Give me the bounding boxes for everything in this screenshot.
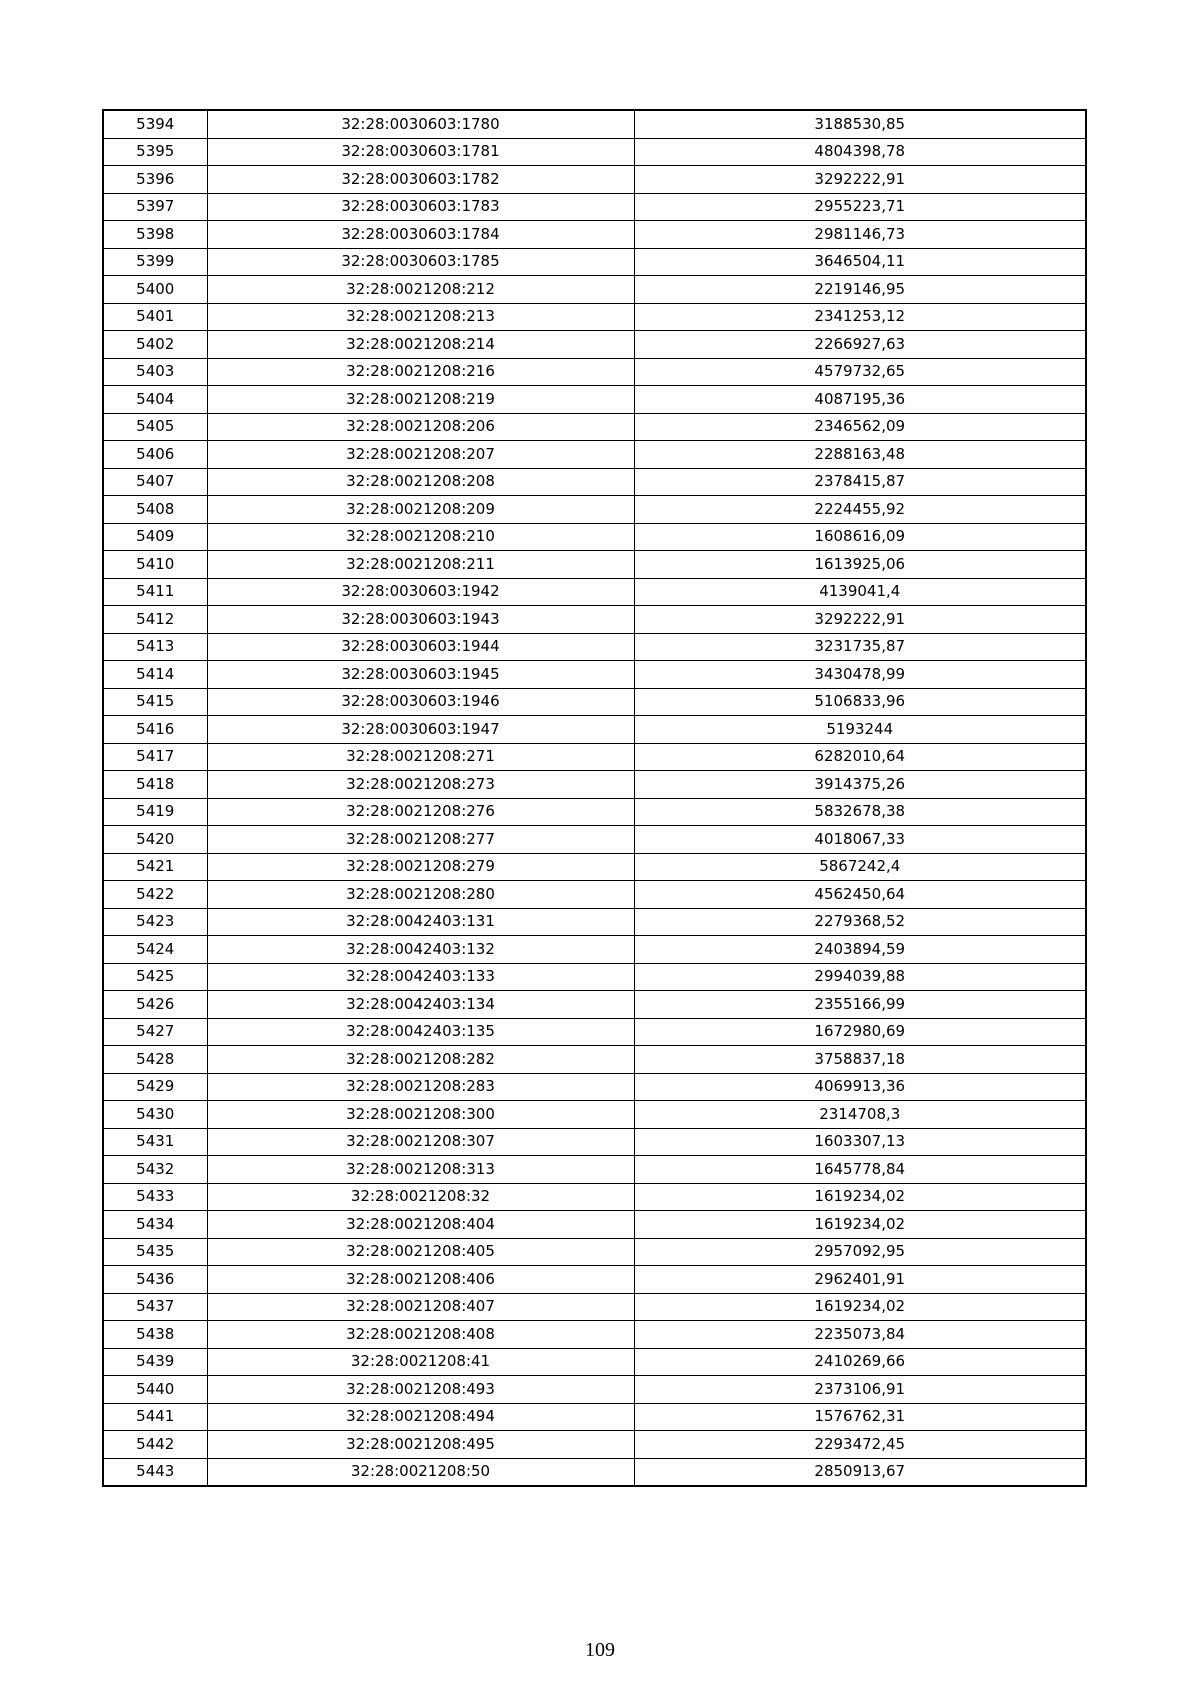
cadastral-number-cell: 32:28:0021208:307 xyxy=(207,1128,634,1156)
table-row xyxy=(103,386,1086,414)
cadastral-number-cell: 32:28:0021208:407 xyxy=(207,1293,634,1321)
cadastral-value-cell: 2994039,88 xyxy=(634,963,1086,991)
row-number-cell: 5408 xyxy=(103,496,207,524)
cadastral-value-cell: 2266927,63 xyxy=(634,331,1086,359)
cadastral-value-cell: 2403894,59 xyxy=(634,936,1086,964)
cadastral-number-cell: 32:28:0042403:135 xyxy=(207,1018,634,1046)
row-number-cell: 5441 xyxy=(103,1403,207,1431)
table-row xyxy=(103,578,1086,606)
row-number-cell: 5412 xyxy=(103,606,207,634)
table-row xyxy=(103,303,1086,331)
cadastral-value-cell: 4804398,78 xyxy=(634,138,1086,166)
page-number: 109 xyxy=(585,1639,615,1661)
cadastral-value-cell: 1645778,84 xyxy=(634,1156,1086,1184)
table-row xyxy=(103,1293,1086,1321)
row-number-cell: 5394 xyxy=(103,110,207,138)
cadastral-value-cell: 2373106,91 xyxy=(634,1376,1086,1404)
row-number-cell: 5410 xyxy=(103,551,207,579)
cadastral-value-cell: 4069913,36 xyxy=(634,1073,1086,1101)
cadastral-value-cell: 2288163,48 xyxy=(634,441,1086,469)
cadastral-number-cell: 32:28:0042403:133 xyxy=(207,963,634,991)
table-row xyxy=(103,193,1086,221)
row-number-cell: 5402 xyxy=(103,331,207,359)
table-row xyxy=(103,1128,1086,1156)
table-row xyxy=(103,331,1086,359)
row-number-cell: 5401 xyxy=(103,303,207,331)
row-number-cell: 5435 xyxy=(103,1238,207,1266)
row-number-cell: 5440 xyxy=(103,1376,207,1404)
row-number-cell: 5404 xyxy=(103,386,207,414)
row-number-cell: 5421 xyxy=(103,853,207,881)
cadastral-value-cell: 5867242,4 xyxy=(634,853,1086,881)
row-number-cell: 5417 xyxy=(103,743,207,771)
cadastral-value-cell: 2378415,87 xyxy=(634,468,1086,496)
cadastral-value-cell: 2355166,99 xyxy=(634,991,1086,1019)
table-row xyxy=(103,358,1086,386)
cadastral-value-cell: 2293472,45 xyxy=(634,1431,1086,1459)
cadastral-value-cell: 2314708,3 xyxy=(634,1101,1086,1129)
cadastral-value-cell: 1608616,09 xyxy=(634,523,1086,551)
table-row xyxy=(103,413,1086,441)
table-row xyxy=(103,688,1086,716)
cadastral-number-cell: 32:28:0021208:404 xyxy=(207,1211,634,1239)
table-row xyxy=(103,1431,1086,1459)
row-number-cell: 5433 xyxy=(103,1183,207,1211)
row-number-cell: 5396 xyxy=(103,166,207,194)
row-number-cell: 5413 xyxy=(103,633,207,661)
cadastral-number-cell: 32:28:0030603:1781 xyxy=(207,138,634,166)
cadastral-number-cell: 32:28:0030603:1942 xyxy=(207,578,634,606)
cadastral-number-cell: 32:28:0030603:1947 xyxy=(207,716,634,744)
row-number-cell: 5400 xyxy=(103,276,207,304)
table-row xyxy=(103,963,1086,991)
cadastral-number-cell: 32:28:0021208:279 xyxy=(207,853,634,881)
cadastral-number-cell: 32:28:0042403:134 xyxy=(207,991,634,1019)
cadastral-number-cell: 32:28:0042403:132 xyxy=(207,936,634,964)
cadastral-number-cell: 32:28:0021208:408 xyxy=(207,1321,634,1349)
cadastral-number-cell: 32:28:0030603:1783 xyxy=(207,193,634,221)
cadastral-number-cell: 32:28:0021208:283 xyxy=(207,1073,634,1101)
row-number-cell: 5409 xyxy=(103,523,207,551)
table-row xyxy=(103,1018,1086,1046)
cadastral-number-cell: 32:28:0021208:41 xyxy=(207,1348,634,1376)
cadastral-number-cell: 32:28:0021208:50 xyxy=(207,1458,634,1486)
table-row xyxy=(103,1458,1086,1486)
row-number-cell: 5422 xyxy=(103,881,207,909)
cadastral-number-cell: 32:28:0021208:406 xyxy=(207,1266,634,1294)
cadastral-value-cell: 5832678,38 xyxy=(634,798,1086,826)
table-row xyxy=(103,1046,1086,1074)
row-number-cell: 5442 xyxy=(103,1431,207,1459)
table-row xyxy=(103,1266,1086,1294)
cadastral-value-cell: 4139041,4 xyxy=(634,578,1086,606)
table-row xyxy=(103,441,1086,469)
cadastral-number-cell: 32:28:0021208:495 xyxy=(207,1431,634,1459)
cadastral-value-cell: 1576762,31 xyxy=(634,1403,1086,1431)
table-row xyxy=(103,1183,1086,1211)
row-number-cell: 5426 xyxy=(103,991,207,1019)
row-number-cell: 5431 xyxy=(103,1128,207,1156)
table-row xyxy=(103,1321,1086,1349)
row-number-cell: 5395 xyxy=(103,138,207,166)
cadastral-value-cell: 2279368,52 xyxy=(634,908,1086,936)
cadastral-number-cell: 32:28:0021208:216 xyxy=(207,358,634,386)
cadastral-value-cell: 1613925,06 xyxy=(634,551,1086,579)
table-row xyxy=(103,1073,1086,1101)
table-body xyxy=(103,110,1086,1486)
cadastral-value-cell: 3914375,26 xyxy=(634,771,1086,799)
row-number-cell: 5436 xyxy=(103,1266,207,1294)
table-row xyxy=(103,138,1086,166)
cadastral-number-cell: 32:28:0021208:212 xyxy=(207,276,634,304)
row-number-cell: 5437 xyxy=(103,1293,207,1321)
table-row xyxy=(103,1403,1086,1431)
cadastral-value-cell: 4018067,33 xyxy=(634,826,1086,854)
table-row xyxy=(103,991,1086,1019)
row-number-cell: 5406 xyxy=(103,441,207,469)
row-number-cell: 5443 xyxy=(103,1458,207,1486)
row-number-cell: 5416 xyxy=(103,716,207,744)
row-number-cell: 5405 xyxy=(103,413,207,441)
cadastral-number-cell: 32:28:0021208:300 xyxy=(207,1101,634,1129)
cadastral-value-cell: 4579732,65 xyxy=(634,358,1086,386)
cadastral-value-cell: 1619234,02 xyxy=(634,1211,1086,1239)
cadastral-number-cell: 32:28:0030603:1944 xyxy=(207,633,634,661)
row-number-cell: 5419 xyxy=(103,798,207,826)
row-number-cell: 5398 xyxy=(103,221,207,249)
table-row xyxy=(103,798,1086,826)
table-row xyxy=(103,633,1086,661)
cadastral-number-cell: 32:28:0021208:206 xyxy=(207,413,634,441)
cadastral-value-cell: 2981146,73 xyxy=(634,221,1086,249)
cadastral-number-cell: 32:28:0021208:219 xyxy=(207,386,634,414)
cadastral-value-cell: 4562450,64 xyxy=(634,881,1086,909)
cadastral-value-cell: 1619234,02 xyxy=(634,1293,1086,1321)
cadastral-value-cell: 3292222,91 xyxy=(634,166,1086,194)
table-row xyxy=(103,936,1086,964)
cadastral-number-cell: 32:28:0021208:213 xyxy=(207,303,634,331)
cadastral-number-cell: 32:28:0030603:1943 xyxy=(207,606,634,634)
cadastral-number-cell: 32:28:0021208:210 xyxy=(207,523,634,551)
table-row xyxy=(103,166,1086,194)
cadastral-value-cell: 2224455,92 xyxy=(634,496,1086,524)
cadastral-number-cell: 32:28:0021208:494 xyxy=(207,1403,634,1431)
cadastral-number-cell: 32:28:0030603:1782 xyxy=(207,166,634,194)
cadastral-number-cell: 32:28:0021208:405 xyxy=(207,1238,634,1266)
cadastral-value-cell: 2957092,95 xyxy=(634,1238,1086,1266)
row-number-cell: 5432 xyxy=(103,1156,207,1184)
cadastral-value-cell: 5193244 xyxy=(634,716,1086,744)
cadastral-value-cell: 3188530,85 xyxy=(634,110,1086,138)
table-row xyxy=(103,468,1086,496)
cadastral-value-cell: 2341253,12 xyxy=(634,303,1086,331)
table-row xyxy=(103,1211,1086,1239)
table-row xyxy=(103,276,1086,304)
cadastral-number-cell: 32:28:0021208:214 xyxy=(207,331,634,359)
cadastral-value-cell: 3430478,99 xyxy=(634,661,1086,689)
table-row xyxy=(103,881,1086,909)
cadastral-value-cell: 2962401,91 xyxy=(634,1266,1086,1294)
cadastral-value-cell: 2850913,67 xyxy=(634,1458,1086,1486)
table-row xyxy=(103,908,1086,936)
row-number-cell: 5427 xyxy=(103,1018,207,1046)
table-row xyxy=(103,1101,1086,1129)
cadastral-number-cell: 32:28:0021208:211 xyxy=(207,551,634,579)
row-number-cell: 5430 xyxy=(103,1101,207,1129)
row-number-cell: 5439 xyxy=(103,1348,207,1376)
row-number-cell: 5411 xyxy=(103,578,207,606)
cadastral-number-cell: 32:28:0021208:209 xyxy=(207,496,634,524)
cadastral-value-table xyxy=(102,109,1087,1487)
table-row xyxy=(103,221,1086,249)
cadastral-value-cell: 3646504,11 xyxy=(634,248,1086,276)
table-row xyxy=(103,1156,1086,1184)
row-number-cell: 5424 xyxy=(103,936,207,964)
row-number-cell: 5429 xyxy=(103,1073,207,1101)
row-number-cell: 5407 xyxy=(103,468,207,496)
cadastral-value-cell: 2235073,84 xyxy=(634,1321,1086,1349)
cadastral-number-cell: 32:28:0030603:1785 xyxy=(207,248,634,276)
row-number-cell: 5425 xyxy=(103,963,207,991)
cadastral-value-cell: 2955223,71 xyxy=(634,193,1086,221)
table-row xyxy=(103,716,1086,744)
cadastral-number-cell: 32:28:0030603:1946 xyxy=(207,688,634,716)
table-row xyxy=(103,1238,1086,1266)
cadastral-number-cell: 32:28:0021208:493 xyxy=(207,1376,634,1404)
row-number-cell: 5428 xyxy=(103,1046,207,1074)
table-row xyxy=(103,110,1086,138)
cadastral-value-cell: 4087195,36 xyxy=(634,386,1086,414)
cadastral-value-cell: 3758837,18 xyxy=(634,1046,1086,1074)
table-row xyxy=(103,1348,1086,1376)
cadastral-number-cell: 32:28:0021208:207 xyxy=(207,441,634,469)
cadastral-number-cell: 32:28:0030603:1945 xyxy=(207,661,634,689)
row-number-cell: 5434 xyxy=(103,1211,207,1239)
cadastral-number-cell: 32:28:0042403:131 xyxy=(207,908,634,936)
cadastral-value-cell: 6282010,64 xyxy=(634,743,1086,771)
cadastral-value-cell: 1603307,13 xyxy=(634,1128,1086,1156)
cadastral-number-cell: 32:28:0021208:282 xyxy=(207,1046,634,1074)
table-row xyxy=(103,1376,1086,1404)
table-row xyxy=(103,551,1086,579)
cadastral-number-cell: 32:28:0021208:271 xyxy=(207,743,634,771)
table-row xyxy=(103,606,1086,634)
cadastral-number-cell: 32:28:0021208:277 xyxy=(207,826,634,854)
row-number-cell: 5414 xyxy=(103,661,207,689)
cadastral-value-cell: 5106833,96 xyxy=(634,688,1086,716)
row-number-cell: 5423 xyxy=(103,908,207,936)
cadastral-number-cell: 32:28:0030603:1780 xyxy=(207,110,634,138)
table-row xyxy=(103,826,1086,854)
cadastral-number-cell: 32:28:0030603:1784 xyxy=(207,221,634,249)
table-row xyxy=(103,743,1086,771)
row-number-cell: 5397 xyxy=(103,193,207,221)
cadastral-number-cell: 32:28:0021208:32 xyxy=(207,1183,634,1211)
table-row xyxy=(103,853,1086,881)
row-number-cell: 5418 xyxy=(103,771,207,799)
row-number-cell: 5420 xyxy=(103,826,207,854)
cadastral-value-cell: 3292222,91 xyxy=(634,606,1086,634)
cadastral-value-cell: 2219146,95 xyxy=(634,276,1086,304)
table-row xyxy=(103,771,1086,799)
row-number-cell: 5399 xyxy=(103,248,207,276)
cadastral-number-cell: 32:28:0021208:280 xyxy=(207,881,634,909)
row-number-cell: 5403 xyxy=(103,358,207,386)
row-number-cell: 5415 xyxy=(103,688,207,716)
cadastral-value-cell: 2346562,09 xyxy=(634,413,1086,441)
cadastral-value-cell: 3231735,87 xyxy=(634,633,1086,661)
cadastral-number-cell: 32:28:0021208:276 xyxy=(207,798,634,826)
table-row xyxy=(103,496,1086,524)
cadastral-number-cell: 32:28:0021208:273 xyxy=(207,771,634,799)
table-row xyxy=(103,523,1086,551)
row-number-cell: 5438 xyxy=(103,1321,207,1349)
cadastral-number-cell: 32:28:0021208:208 xyxy=(207,468,634,496)
table-row xyxy=(103,661,1086,689)
cadastral-value-cell: 2410269,66 xyxy=(634,1348,1086,1376)
cadastral-number-cell: 32:28:0021208:313 xyxy=(207,1156,634,1184)
table-row xyxy=(103,248,1086,276)
cadastral-value-cell: 1672980,69 xyxy=(634,1018,1086,1046)
cadastral-value-cell: 1619234,02 xyxy=(634,1183,1086,1211)
